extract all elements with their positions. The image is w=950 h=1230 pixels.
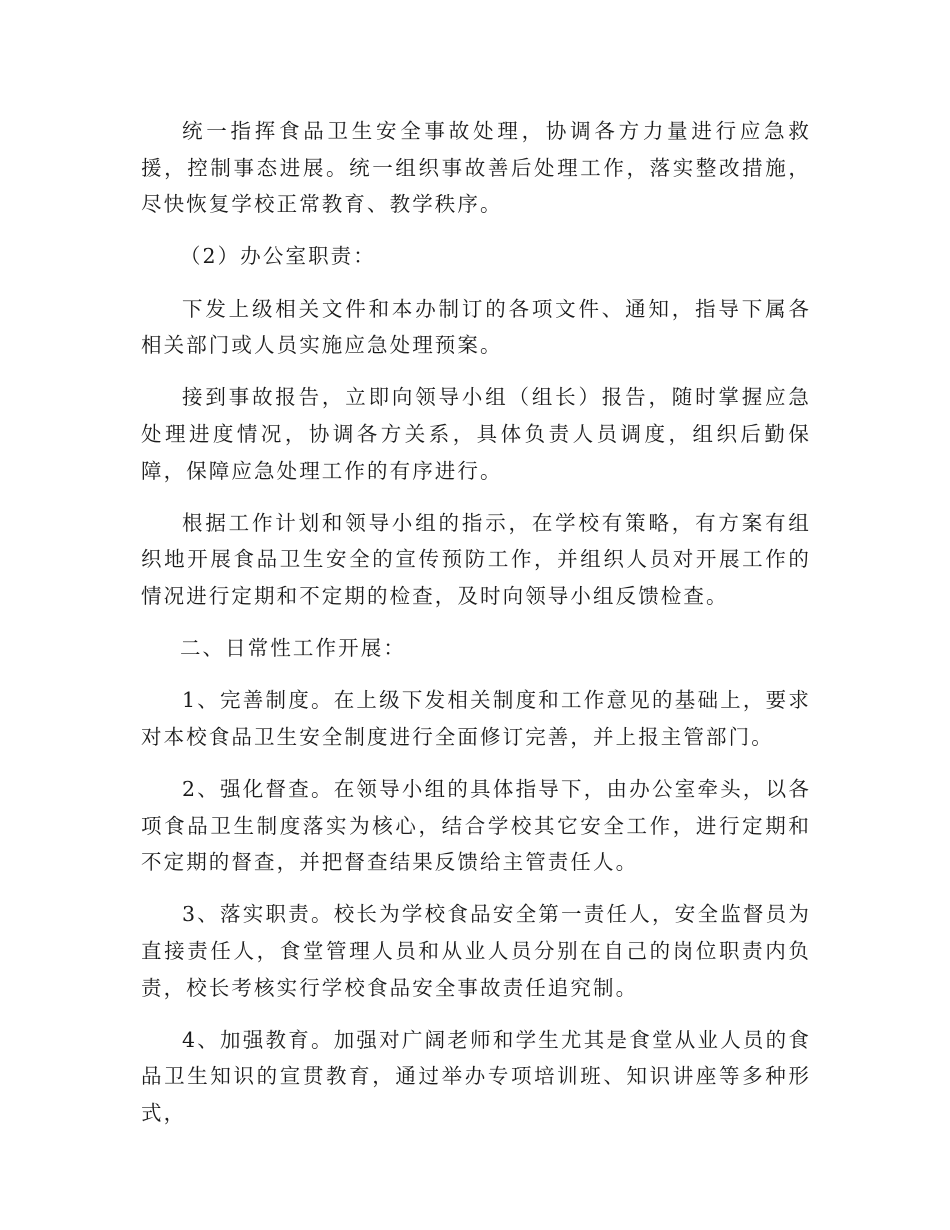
paragraph-improve-system: 1、完善制度。在上级下发相关制度和工作意见的基础上，要求对本校食品卫生安全制度进行全面修订完善，并上报主管部门。 <box>141 688 811 749</box>
paragraph-strengthen-education: 4、加强教育。加强对广阔老师和学生尤其是食堂从业人员的食品卫生知识的宣贯教育，通过举办专项培训班、知识讲座等多种形式， <box>141 1027 811 1125</box>
document-body <box>141 113 811 1147</box>
heading-daily-work: 二、日常性工作开展： <box>179 636 406 661</box>
paragraph-receive-reports: 接到事故报告，立即向领导小组（组长）报告，随时掌握应急处理进度情况，协调各方关系，具体负责人员调度，组织后勤保障，保障应急处理工作的有序进行。 <box>141 385 811 483</box>
heading-office-duties: （2）办公室职责： <box>179 244 376 269</box>
paragraph-command-duties: 统一指挥食品卫生安全事故处理，协调各方力量进行应急救援，控制事态进展。统一组织事故善后处理工作，落实整改措施，尽快恢复学校正常教育、教学秩序。 <box>141 119 811 217</box>
paragraph-implement-duties: 3、落实职责。校长为学校食品安全第一责任人，安全监督员为直接责任人，食堂管理人员和从业人员分别在自己的岗位职责内负责，校长考核实行学校食品安全事故责任追究制。 <box>141 902 811 1000</box>
paragraph-work-plan: 根据工作计划和领导小组的指示，在学校有策略，有方案有组织地开展食品卫生安全的宣传预防工作，并组织人员对开展工作的情况进行定期和不定期的检查，及时向领导小组反馈检查。 <box>141 510 811 608</box>
paragraph-strengthen-supervision: 2、强化督查。在领导小组的具体指导下，由办公室牵头，以各项食品卫生制度落实为核心，结合学校其它安全工作，进行定期和不定期的督查，并把督查结果反馈给主管责任人。 <box>141 777 811 875</box>
paragraph-issue-documents: 下发上级相关文件和本办制订的各项文件、通知，指导下属各相关部门或人员实施应急处理预案。 <box>141 296 811 358</box>
